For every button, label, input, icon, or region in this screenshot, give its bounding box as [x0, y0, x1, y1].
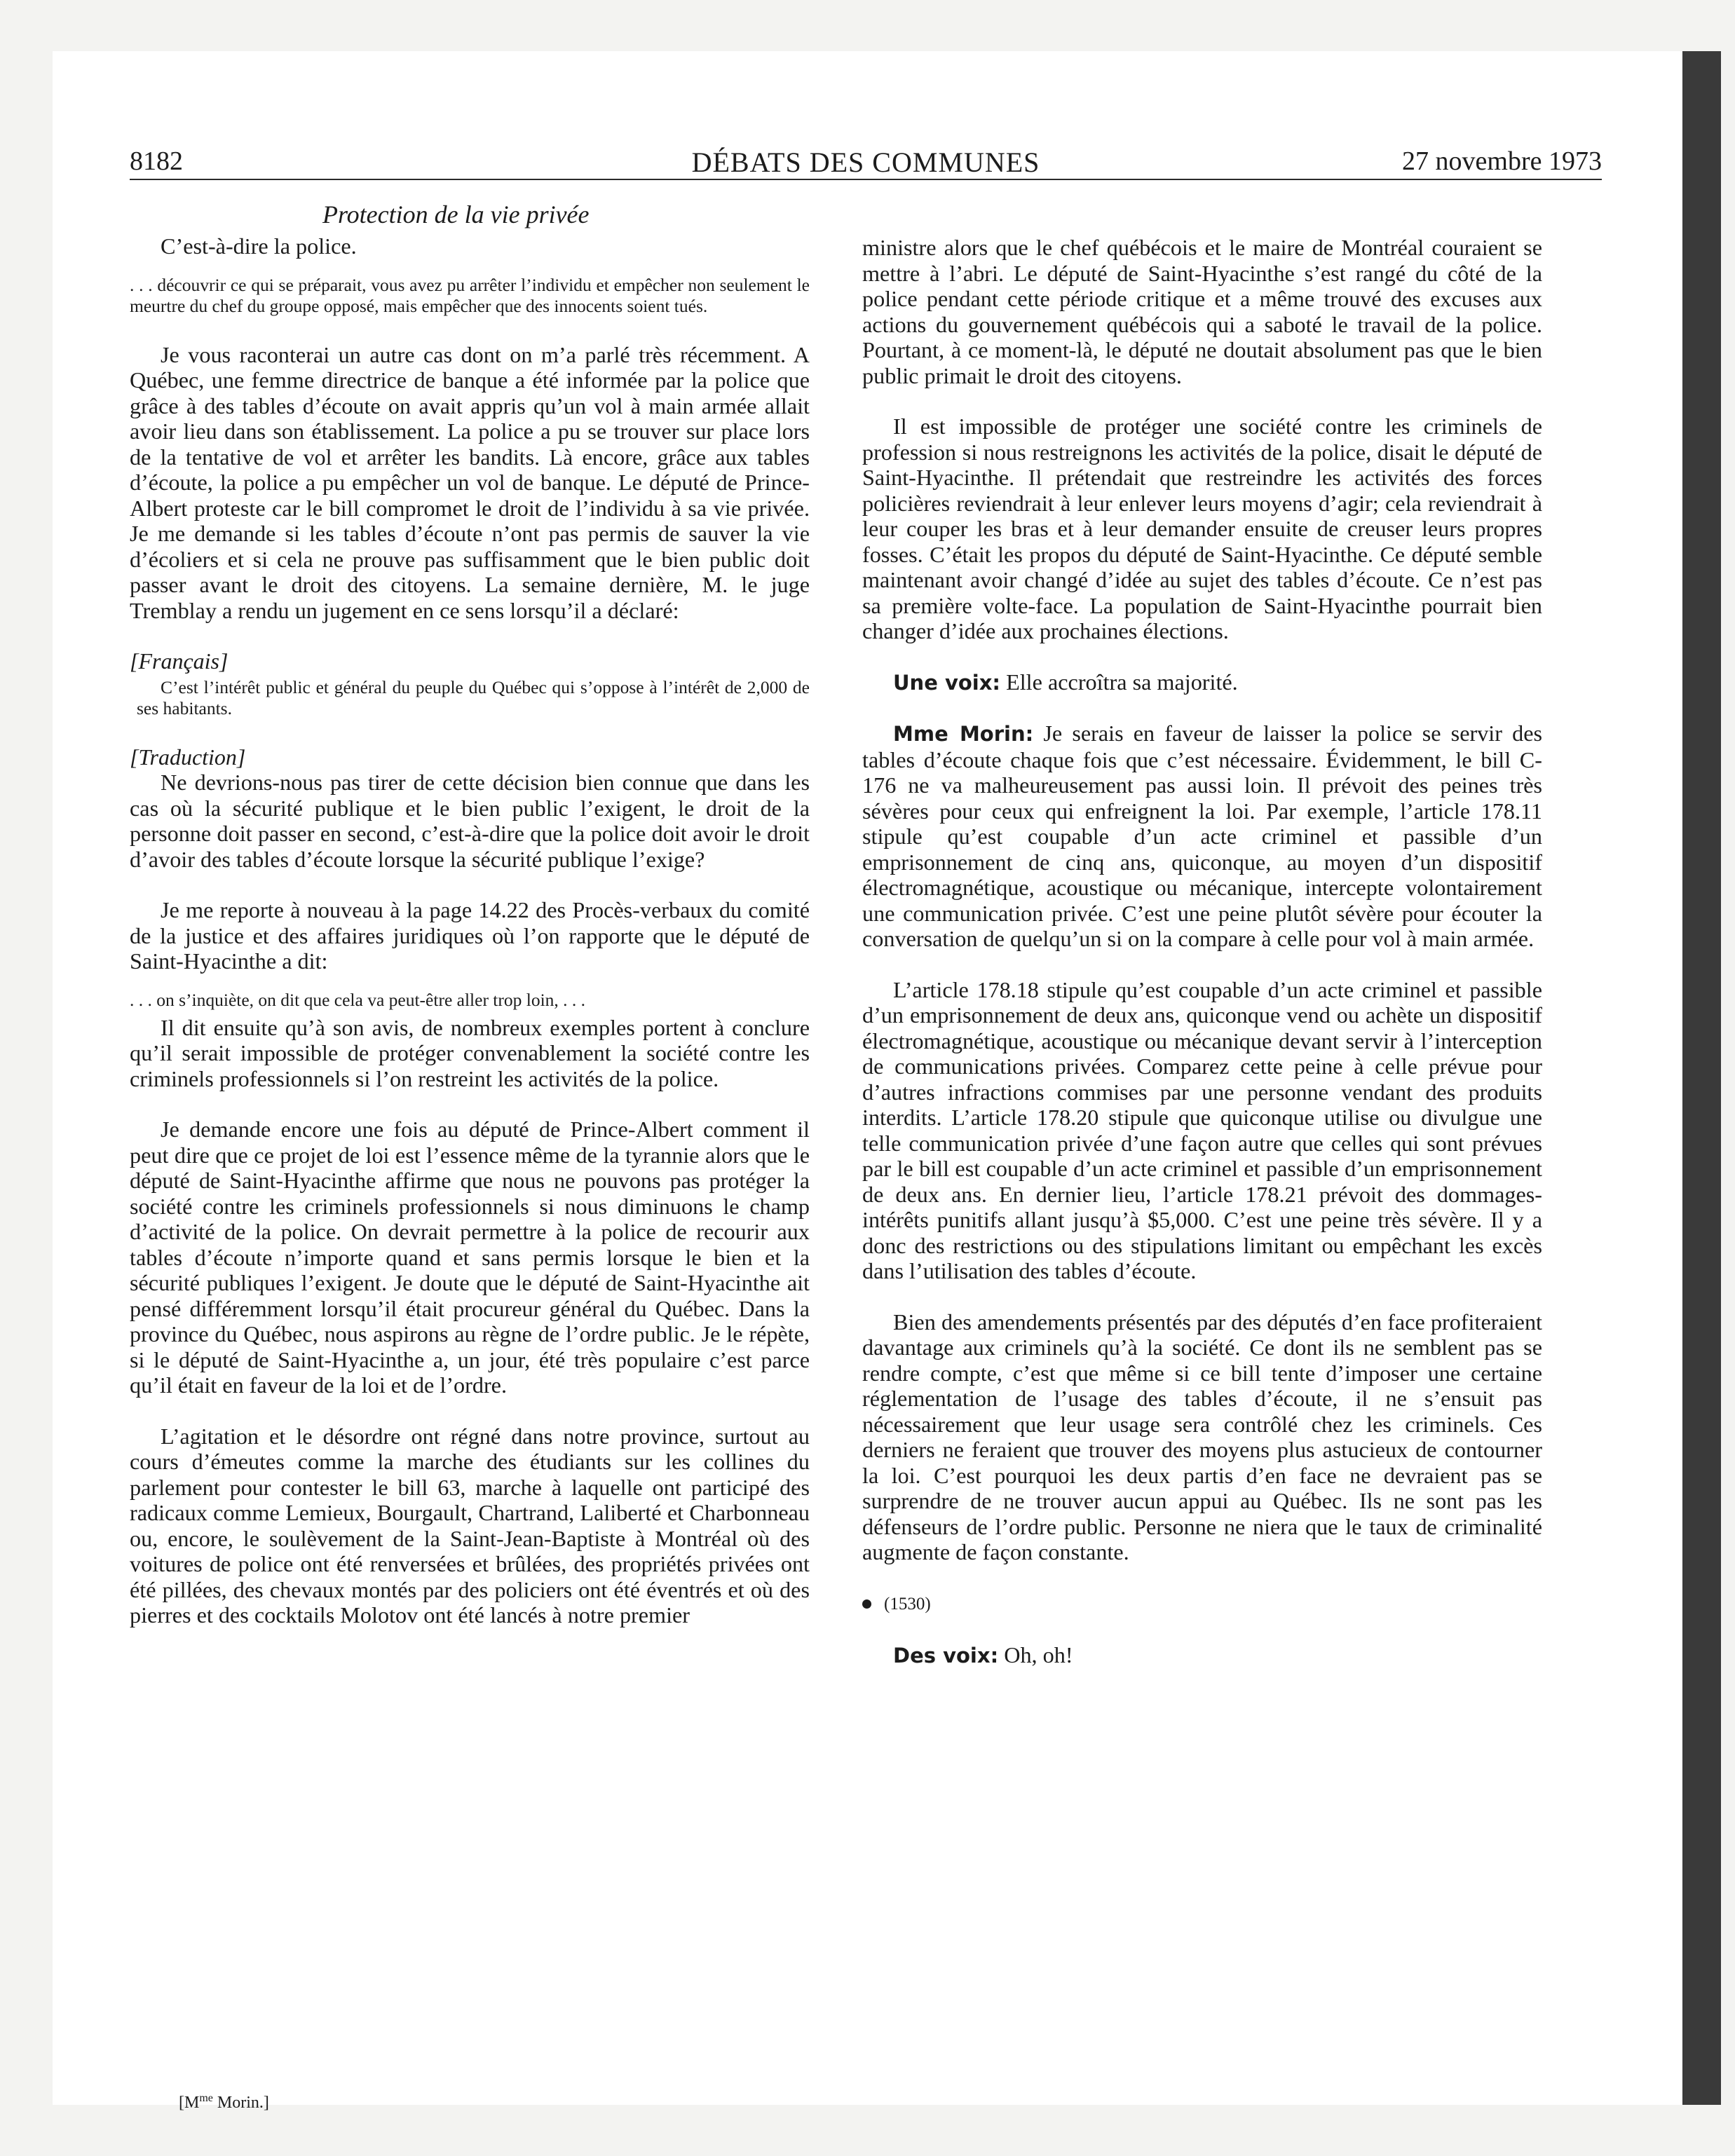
speaker-footer	[179, 2092, 269, 2113]
language-marker: [Français]	[130, 648, 229, 674]
interjection	[862, 669, 1542, 696]
speaker-footer-sup: me	[199, 2092, 213, 2104]
interjection-text: Oh, oh!	[998, 1642, 1073, 1667]
speaker-footer-prefix: [M	[179, 2094, 200, 2112]
paragraph: Bien des amendements présentés par des députés d’en face profiteraient davantage aux criminels qu’à la société. Ce dont ils ne semblent pas se rendre compte, c’est que même si ce bill tente d’imposer une certaine réglementation de l’usage des tables d’écoute, il ne s’ensuit pas nécessairement que leur usage sera contrôlé chez les criminels. Ces derniers ne feraient que trouver des moyens plus astucieux de contourner la loi. C’est pourquoi les deux partis d’en face ne devraient pas se surprendre de ne trouver aucun appui au Québec. Ils ne sont pas les défenseurs de l’ordre public. Personne ne niera que le taux de criminalité augmente de façon constante.	[862, 1309, 1542, 1564]
block-quote: C’est l’intérêt public et général du peuple du Québec qui s’oppose à l’intérêt de 2,000 de ses habitants.	[137, 676, 810, 718]
section-subhead: Protection de la vie privée	[322, 200, 590, 228]
paragraph: L’article 178.18 stipule qu’est coupable d’un acte criminel et passible d’un emprisonnement de deux ans, quiconque vend ou achète un dispositif électromagnétique, acoustique ou mécanique devant servir à l’interception de communications privées. Comparez cette peine à celle prévue pour d’autres infractions commises par une personne vendant des produits interdits. L’article 178.20 stipule que quiconque utilise ou divulgue une telle communication privée d’une façon autre que celles qui sont prévues par le bill est coupable d’un acte criminel et passible d’un emprisonnement de deux ans. En dernier lieu, l’article 178.21 prévoit des dommages-intérêts punitifs allant jusqu’à $5,000. C’est une peine très sévère. Il y a donc des restrictions ou des stipulations limitant ou empêchant les excès dans l’utilisation des tables d’écoute.	[862, 976, 1542, 1283]
running-header	[130, 146, 1602, 181]
speaker-name: Mme Morin:	[893, 722, 1034, 746]
speaker-name: Des voix:	[893, 1644, 999, 1667]
speech-paragraph: Mme Morin: Je serais en faveur de laisser la police se servir des tables d’écoute chaque fois que c’est nécessaire. Évidemment, le bill C-176 ne va malheureusement pas aussi loin. Il prévoit des peines très sévères pour ceux qui enfreignent la loi. Par exemple, l’article 178.11 stipule qu’est coupable d’un acte criminel et passible d’un emprisonnement de cinq ans, quiconque, au moyen d’un dispositif électromagnétique, acoustique ou mécanique, intercepte volontairement une communication privée. C’est une peine plutôt sévère pour écouter la conversation de quelqu’un si on la compare à celle pour vol à main armée.	[862, 721, 1543, 951]
right-column	[862, 235, 1542, 1669]
paragraph: C’est-à-dire la police.	[161, 233, 357, 259]
paragraph: L’agitation et le désordre ont régné dans notre province, surtout au cours d’émeutes comme la marche des étudiants sur les collines du parlement pour contester le bill 63, marche à laquelle ont participé des radicaux comme Lemieux, Bourgault, Chartrand, Laliberté et Charbonneau ou, encore, le soulèvement de la Saint-Jean-Baptiste à Montréal où des voitures de police ont été renversées et brûlées, des propriétés privées ont été pillées, des chevaux montés par des policiers ont été éventrés et où des pierres et des cocktails Molotov ont été lancés à notre premier	[130, 1423, 810, 1628]
publication-title: DÉBATS DES COMMUNES	[691, 146, 1040, 178]
paragraph: Je vous raconterai un autre cas dont on m’a parlé très récemment. A Québec, une femme directrice de banque a été informée par la police que grâce à des tables d’écoute on avait appris qu’un vol à main armée allait avoir lieu dans son établissement. La police a pu se trouver sur place lors de la tentative de vol et arrêter les bandits. Là encore, grâce aux tables d’écoute, la police a pu empêcher un vol de banque. Le député de Prince-Albert proteste car le bill compromet le droit de l’individu à sa vie privée. Je me demande si les tables d’écoute n’ont pas permis de sauver la vie d’écoliers et si cela ne prouve pas suffisamment que le bien public doit passer avant le droit des citoyens. La semaine dernière, M. le juge Tremblay a rendu un jugement en ce sens lorsqu’il a déclaré:	[130, 341, 810, 623]
paragraph: Ne devrions-nous pas tirer de cette décision bien connue que dans les cas où la sécurité publique et le bien public l’exigent, le droit de la personne doit passer en second, c’est-à-dire que la police doit avoir le droit d’avoir des tables d’écoute lorsque la sécurité publique l’exige?	[130, 770, 810, 872]
time-marker-text: (1530)	[884, 1594, 931, 1613]
page-number: 8182	[130, 146, 183, 176]
paragraph: Il est impossible de protéger une société contre les criminels de profession si nous restreignons les activités de la police, disait le député de Saint-Hyacinthe. Il prétendait que restreindre les activités des forces policières reviendrait à leur enlever leurs moyens d’agir; cela reviendrait à leur couper les bras et à leur demander ensuite de creuser leurs propres fosses. C’était les propos du député de Saint-Hyacinthe. Ce député semble maintenant avoir changé d’idée au sujet des tables d’écoute. Ce n’est pas sa première volte-face. La population de Saint-Hyacinthe pourrait bien changer d’idée aux prochaines élections.	[862, 414, 1542, 643]
interjection	[862, 1642, 1542, 1669]
document-page	[53, 51, 1682, 2112]
block-quote: . . . on s’inquiète, on dit que cela va peut-être aller trop loin, . . .	[130, 989, 586, 1010]
interjection-text: Elle accroîtra sa majorité.	[1000, 669, 1238, 695]
paragraph: ministre alors que le chef québécois et le maire de Montréal couraient se mettre à l’abri. Le député de Saint-Hyacinthe s’est rangé du côté de la police pendant cette période critique et a même trouvé des excuses aux actions du gouvernement québécois qui a saboté le travail de la police. Pourtant, à ce moment-là, le député ne doutait absolument pas que le bien public primait le droit des citoyens.	[862, 235, 1542, 388]
scan-edge-bar	[1682, 51, 1721, 2105]
block-quote: . . . découvrir ce qui se préparait, vous avez pu arrêter l’individu et empêcher non seulement le meurtre du chef du groupe opposé, mais empêcher que des innocents soient tués.	[130, 274, 810, 316]
bullet-icon	[862, 1599, 871, 1609]
speaker-name: Une voix:	[893, 670, 1001, 695]
time-marker	[862, 1592, 1542, 1618]
paragraph: Je demande encore une fois au député de Prince-Albert comment il peut dire que ce projet de loi est l’essence même de la tyrannie alors que le député de Saint-Hyacinthe affirme que nous ne pouvons pas protéger la société contre les criminels professionnels si nous diminuons le champ d’activité de la police. On devrait permettre à la police de recourir aux tables d’écoute n’importe quand et sans permis lorsque le bien et la sécurité publiques l’exigent. Je doute que le député de Saint-Hyacinthe ait pensé différemment lorsqu’il était procureur général du Québec. Dans la province du Québec, nous aspirons au règne de l’ordre public. Je le répète, si le député de Saint-Hyacinthe a, un jour, été très populaire c’est parce qu’il était en faveur de la loi et de l’ordre.	[130, 1117, 810, 1398]
language-marker: [Traduction]	[130, 744, 246, 770]
paragraph: Je me reporte à nouveau à la page 14.22 des Procès-verbaux du comité de la justice et des affaires juridiques où l’on rapporte que le député de Saint-Hyacinthe a dit:	[130, 897, 810, 974]
speaker-footer-name: Morin.]	[212, 2094, 269, 2112]
sitting-date: 27 novembre 1973	[1402, 146, 1602, 176]
left-column	[130, 233, 810, 1628]
header-rule	[130, 179, 1602, 180]
paragraph: Il dit ensuite qu’à son avis, de nombreux exemples portent à conclure qu’il serait impossible de protéger convenablement la société contre les criminels professionnels si l’on restreint les activités de la police.	[130, 1014, 810, 1091]
